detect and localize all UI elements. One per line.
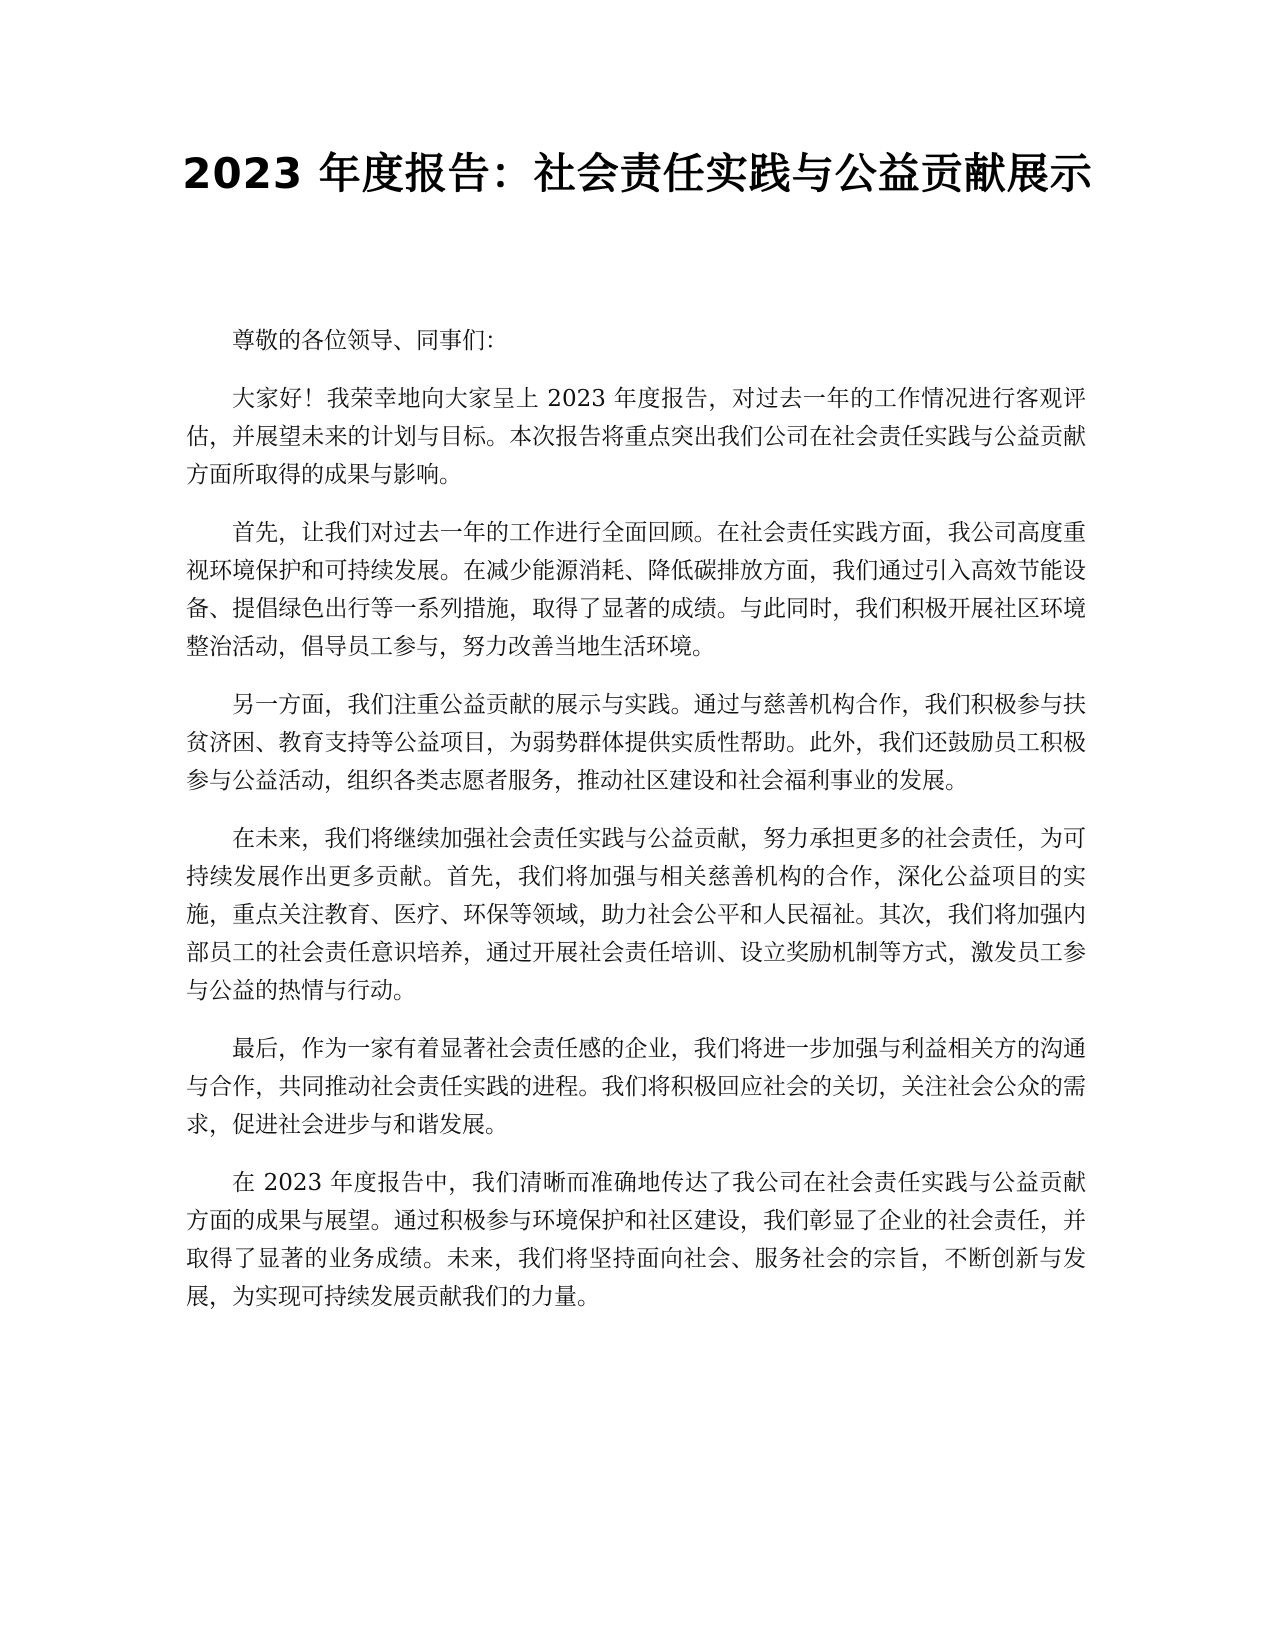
stakeholder-paragraph: 最后，作为一家有着显著社会责任感的企业，我们将进一步加强与利益相关方的沟通与合作，共同推动社会责任实践的进程。我们将积极回应社会的关切，关注社会公众的需求，促进社会进步与和谐发展。: [186, 1036, 1086, 1138]
future-plan-paragraph: 在未来，我们将继续加强社会责任实践与公益贡献，努力承担更多的社会责任，为可持续发展作出更多贡献。首先，我们将加强与相关慈善机构的合作，深化公益项目的实施，重点关注教育、医疗、环保等领域，助力社会公平和人民福祉。其次，我们将加强内部员工的社会责任意识培养，通过开展社会责任培训、设立奖励机制等方式，激发员工参与公益的热情与行动。: [186, 826, 1086, 1004]
salutation-paragraph: 尊敬的各位领导、同事们：: [232, 328, 508, 354]
public-welfare-paragraph: 另一方面，我们注重公益贡献的展示与实践。通过与慈善机构合作，我们积极参与扶贫济困、教育支持等公益项目，为弱势群体提供实质性帮助。此外，我们还鼓励员工积极参与公益活动，组织各类志愿者服务，推动社区建设和社会福利事业的发展。: [186, 692, 1086, 794]
document-body: [186, 322, 1086, 1336]
conclusion-paragraph: 在 2023 年度报告中，我们清晰而准确地传达了我公司在社会责任实践与公益贡献方面的成果与展望。通过积极参与环境保护和社区建设，我们彰显了企业的社会责任，并取得了显著的业务成绩。未来，我们将坚持面向社会、服务社会的宗旨，不断创新与发展，为实现可持续发展贡献我们的力量。: [186, 1170, 1086, 1310]
review-paragraph: 首先，让我们对过去一年的工作进行全面回顾。在社会责任实践方面，我公司高度重视环境保护和可持续发展。在减少能源消耗、降低碳排放方面，我们通过引入高效节能设备、提倡绿色出行等一系列措施，取得了显著的成绩。与此同时，我们积极开展社区环境整治活动，倡导员工参与，努力改善当地生活环境。: [186, 520, 1086, 660]
intro-paragraph: 大家好！我荣幸地向大家呈上 2023 年度报告，对过去一年的工作情况进行客观评估，并展望未来的计划与目标。本次报告将重点突出我们公司在社会责任实践与公益贡献方面所取得的成果与影响。: [186, 386, 1086, 488]
document-title: 2023 年度报告：社会责任实践与公益贡献展示: [182, 149, 1093, 198]
